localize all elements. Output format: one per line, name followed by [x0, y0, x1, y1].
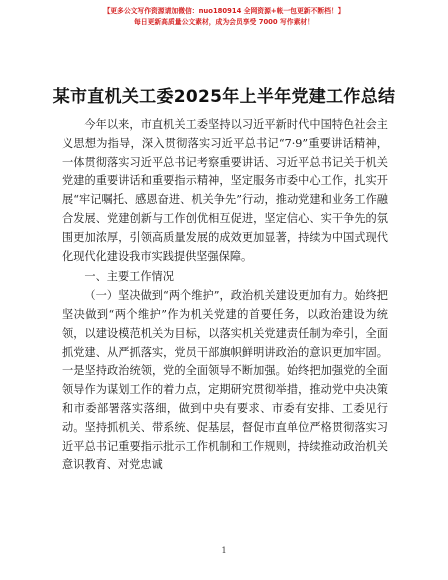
promo-banner-line-2: 每日更新高质量公文素材，成为会员享受 7000 写作素材！ [134, 18, 314, 26]
section-heading: 一、主要工作情况 [84, 270, 174, 284]
subsection-paragraph: （一）坚决做到“两个维护”，政治机关建设更加有力。始终把坚决做到“两个维护”作为机关党建的首要任务，以政治建设为统领，以建设模范机关为目标，以落实机关党建责任制为牵引，全面抓党建、从严抓落实，党员干部旗帜鲜明讲政治的意识更加牢固。一是坚持政治统领，党的全面领导不断加强。始终把加强党的全面领导作为谋划工作的着力点，定期研究贯彻举措，推动党中央决策和市委部署落实落细，做到中央有要求、市委有安排、工委见行动。坚持抓机关、带系统、促基层，督促市直单位严格贯彻落实习近平总书记重要指示批示工作机制和工作规则，持续推动政治机关意识教育、对党忠诚 [62, 289, 388, 472]
page-number: 1 [221, 546, 227, 555]
promo-banner-line-1: 【更多公文写作资源请加微信：nuo180914 全网资源+帐一包更新不断档！】 [103, 7, 345, 15]
document-body [62, 116, 388, 475]
intro-paragraph: 今年以来，市直机关工委坚持以习近平新时代中国特色社会主义思想为指导，深入贯彻落实习近平总书记“7·9”重要讲话精神，一体贯彻落实习近平总书记考察重要讲话、习近平总书记关于机关党建的重要讲话和重要指示精神，坚定服务市委中心工作，扎实开展“牢记嘱托、感恩奋进、机关争先”行动，推动党建和业务工作融合发展、党建创新与工作创优相互促进，坚定信心、实干争先的氛围更加浓厚，引领高质量发展的成效更加显著，持续为中国式现代化现代化建设我市实践提供坚强保障。 [62, 118, 388, 263]
promo-banner [0, 6, 448, 28]
document-title: 某市直机关工委2025年上半年党建工作总结 [52, 87, 396, 107]
